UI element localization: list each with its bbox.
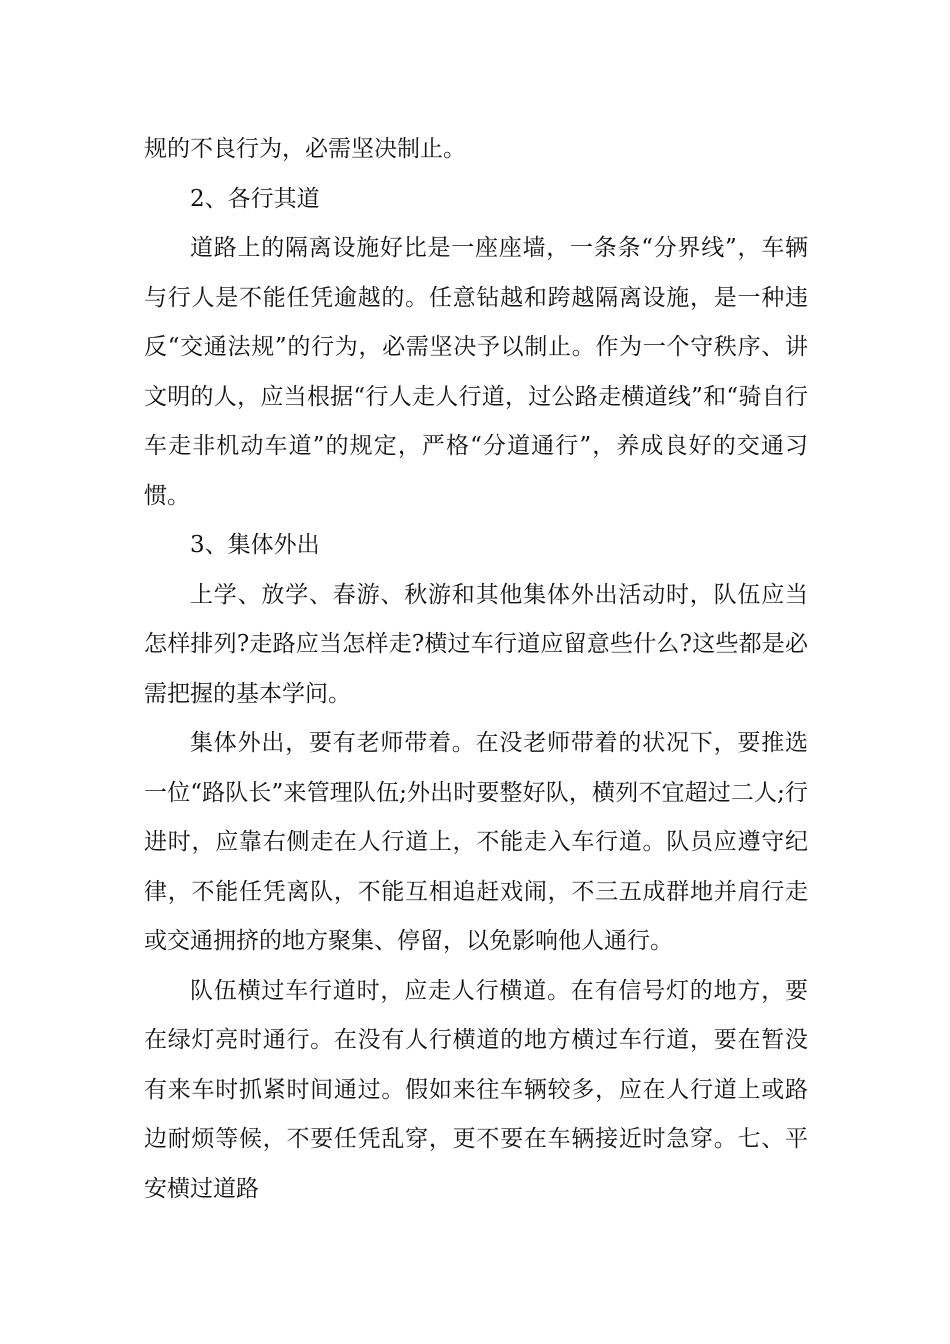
paragraph-group-outing-rules: 集体外出，要有老师带着。在没老师带着的状况下，要推选一位“路队长”来管理队伍;外出时要整好队，横列不宜超过二人;行进时，应靠右侧走在人行道上，不能走入车行道。队员应遵守纪律，不能任凭离队，不能互相追赶戏闹，不三五成群地并肩行走或交通拥挤的地方聚集、停留，以免影响他人通行。 bbox=[144, 730, 808, 954]
paragraph-group-outing-intro: 上学、放学、春游、秋游和其他集体外出活动时，队伍应当怎样排列?走路应当怎样走?横过车行道应留意些什么?这些都是必需把握的基本学问。 bbox=[144, 581, 808, 707]
paragraph-crossing-road: 队伍横过车行道时，应走人行横道。在有信号灯的地方，要在绿灯亮时通行。在没有人行横道的地方横过车行道，要在暂没有来车时抓紧时间通过。假如来往车辆较多，应在人行道上或路边耐烦等候，不要任凭乱穿，更不要在车辆接近时急穿。七、平安横过道路 bbox=[144, 977, 808, 1202]
paragraph-separation-facilities: 道路上的隔离设施好比是一座座墙，一条条“分界线”，车辆与行人是不能任凭逾越的。任意钻越和跨越隔离设施，是一种违反“交通法规”的行为，必需坚决予以制止。作为一个守秩序、讲文明的人，应当根据“行人走人行道，过公路走横道线”和“骑自行车走非机动车道”的规定，严格“分道通行”，养成良好的交通习惯。 bbox=[144, 235, 808, 509]
paragraph-continuation: 规的不良行为，必需坚决制止。 bbox=[144, 136, 466, 162]
section-heading-2: 2、各行其道 bbox=[190, 185, 320, 212]
document-page bbox=[144, 125, 808, 1214]
section-heading-3: 3、集体外出 bbox=[190, 532, 320, 558]
